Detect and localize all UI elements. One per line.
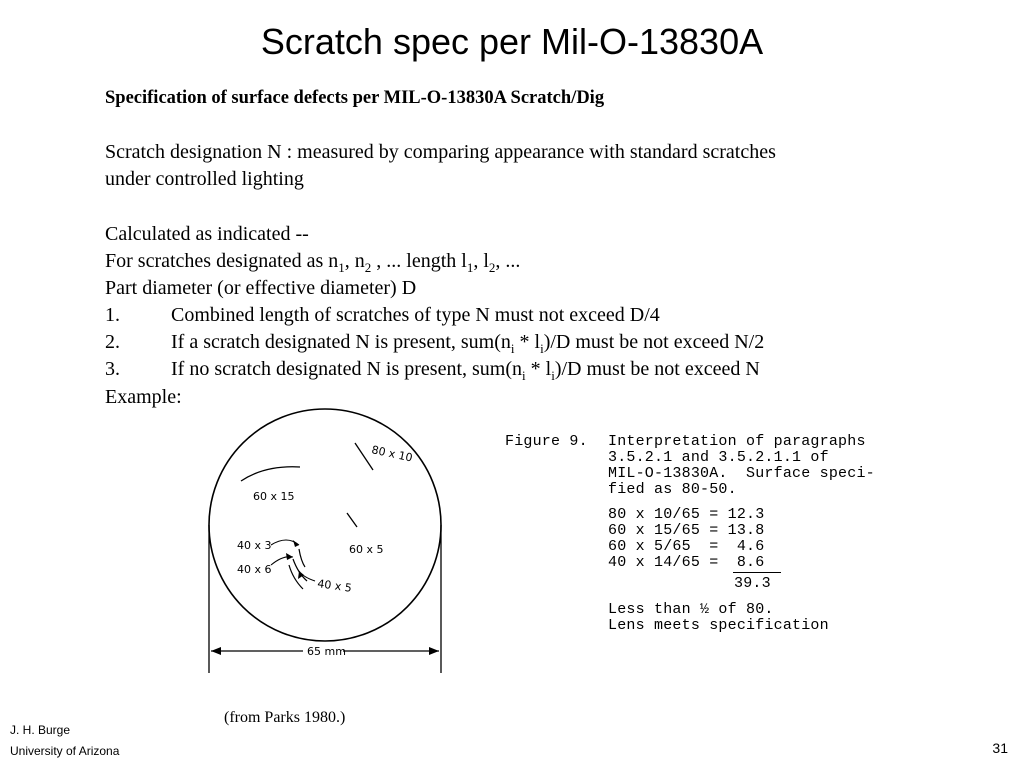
rule-text-c: )/D must be not exceed N	[554, 358, 760, 380]
rule-text-b: * l	[525, 358, 552, 380]
rule-text-a: If no scratch designated N is present, sum(n	[171, 358, 523, 380]
calc-line-3: 60 x 5/65 = 4.6	[608, 538, 765, 555]
for-scratches-line: For scratches designated as $n_1$, $n_2$ , ... length $l_1$, $l_2$, ...	[105, 250, 521, 275]
dimension-arrow-right	[429, 647, 439, 655]
figure-caption-line2: 3.5.2.1 and 3.5.2.1.1 of	[608, 449, 829, 466]
label-40x6: 40 x 6	[237, 563, 272, 576]
result-line-1: Less than ½ of 80.	[608, 601, 774, 618]
footer-author: J. H. Burge	[10, 723, 71, 737]
rule-number: 2.	[105, 331, 120, 353]
scratch-80x10	[355, 443, 373, 470]
rule-number: 1.	[105, 304, 120, 326]
rule-2: 2. If a scratch designated N is present, $sum(n_i * l_i)/D$ must be not exceed N/2	[105, 331, 765, 356]
calc-line-2: 60 x 15/65 = 13.8	[608, 522, 765, 539]
page-number: 31	[992, 740, 1008, 756]
figure-caption-line1: Interpretation of paragraphs	[608, 433, 866, 450]
result-line-2: Lens meets specification	[608, 617, 829, 634]
figure-caption-line3: MIL-O-13830A. Surface speci-	[608, 465, 875, 482]
scratch-60x5	[347, 513, 357, 527]
label-40x3: 40 x 3	[237, 539, 272, 552]
for-scratches-prefix: For scratches designated as n	[105, 250, 339, 272]
figure-caption-line4: fied as 80-50.	[608, 481, 737, 498]
lens-outline	[209, 409, 441, 641]
rule-1	[105, 302, 660, 329]
label-60x5: 60 x 5	[349, 543, 384, 556]
scratch-40-a	[299, 549, 305, 567]
arrowhead-40x6	[286, 553, 293, 560]
calc-total: 39.3	[734, 575, 771, 592]
lens-diagram	[195, 385, 460, 705]
label-40x5: 40 x 5	[316, 577, 353, 595]
scratch-60x15	[241, 467, 300, 481]
spec-heading: Specification of surface defects per MIL-O-13830A Scratch/Dig	[105, 88, 605, 108]
label-80x10: 80 x 10	[370, 443, 414, 465]
rule-text-c: )/D must be not exceed N/2	[543, 331, 765, 353]
calc-line-4: 40 x 14/65 = 8.6	[608, 554, 765, 571]
label-60x15: 60 x 15	[253, 490, 295, 503]
rule-number: 3.	[105, 358, 120, 380]
slide-title: Scratch spec per Mil-O-13830A	[260, 21, 764, 62]
footer-university: University of Arizona	[10, 744, 120, 758]
dimension-arrow-left	[211, 647, 221, 655]
scratch-40-b	[293, 559, 307, 581]
scratch-designation-line2: under controlled lighting	[105, 168, 304, 190]
rule-text: Combined length of scratches of type N must not exceed D/4	[171, 304, 660, 326]
sum-underline	[733, 572, 781, 573]
calculated-line: Calculated as indicated --	[105, 223, 309, 245]
scratch-designation-line1: Scratch designation N : measured by comparing appearance with standard scratches	[105, 141, 776, 163]
rule-text-b: * l	[514, 331, 541, 353]
rule-3: 3. If no scratch designated N is present, $sum(n_i * l_i)/D$ must be not exceed N	[105, 358, 760, 383]
figure-credit: (from Parks 1980.)	[224, 709, 346, 726]
rule-text-a: If a scratch designated N is present, sum(n	[171, 331, 511, 353]
calc-line-1: 80 x 10/65 = 12.3	[608, 506, 765, 523]
part-diameter-line: Part diameter (or effective diameter) D	[105, 277, 417, 299]
dimension-label: 65 mm	[307, 645, 346, 658]
arrowhead-40x3	[293, 540, 299, 547]
example-label: Example:	[105, 386, 182, 408]
figure-label: Figure 9.	[505, 433, 588, 450]
